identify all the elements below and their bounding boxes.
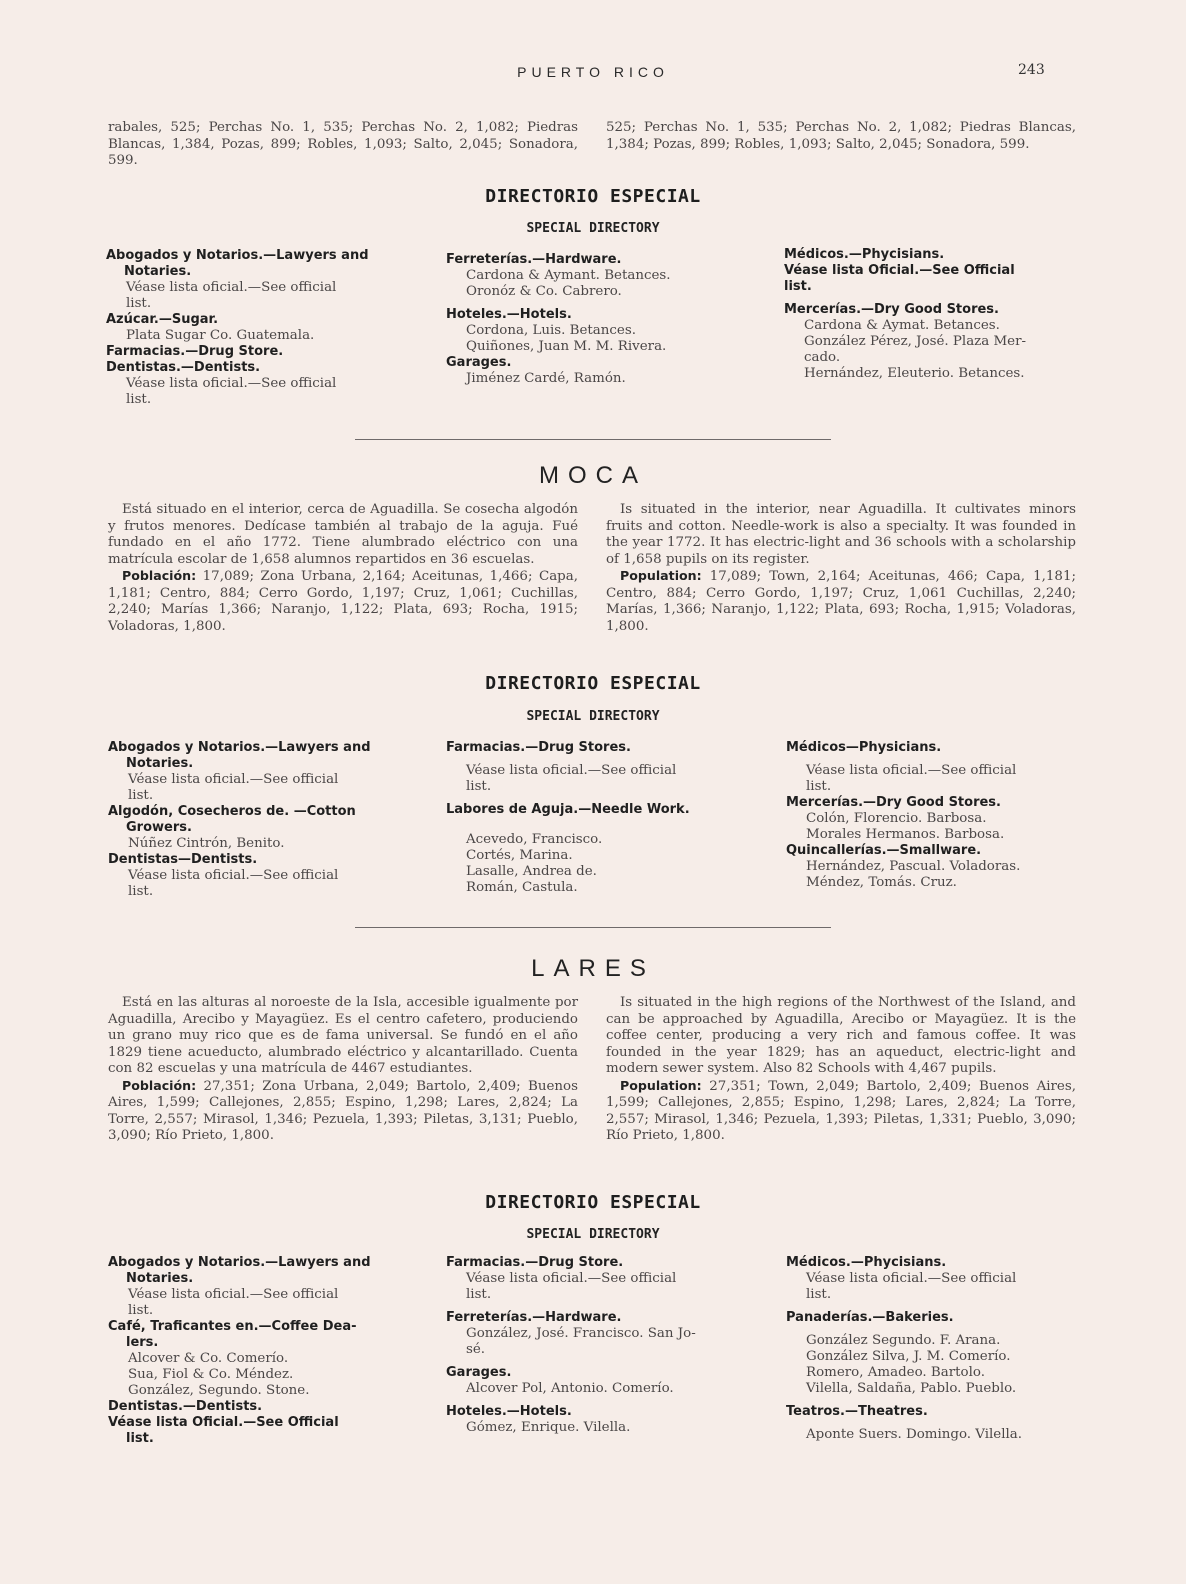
directory-entry: list.	[806, 1287, 832, 1302]
directory-entry: Acevedo, Francisco.	[466, 832, 603, 847]
spacer	[786, 1303, 1086, 1310]
directory-entry: list.	[128, 788, 154, 803]
directory-category: Abogados y Notarios.—Lawyers and	[106, 248, 369, 263]
directory-entry: Véase lista oficial.—See official	[806, 1271, 1017, 1286]
spacer	[446, 825, 746, 832]
directory-title: DIRECTORIO ESPECIAL	[485, 186, 701, 207]
lares-directory-subtitle: SPECIAL DIRECTORY	[526, 1227, 660, 1242]
population-label: Población:	[122, 568, 197, 583]
directory-category: Médicos—Physicians.	[786, 740, 942, 755]
moca-directory-column-2	[446, 740, 746, 896]
spacer	[446, 795, 746, 802]
directory-category: Notaries.	[126, 756, 194, 771]
directory-entry: González, Segundo. Stone.	[128, 1383, 310, 1398]
section-divider	[355, 439, 831, 440]
directory-entry: Quiñones, Juan M. M. Rivera.	[466, 339, 667, 354]
directory-subtitle: SPECIAL DIRECTORY	[526, 221, 660, 236]
directory-category: Véase lista Oficial.—See Official	[108, 1415, 339, 1430]
directory-category: Quincallerías.—Smallware.	[786, 843, 982, 858]
spacer	[784, 295, 1084, 302]
spacer	[446, 756, 746, 763]
directory-entry: cado.	[804, 350, 841, 365]
directory-entry: Véase lista oficial.—See official	[128, 772, 339, 787]
moca-directory-title: DIRECTORIO ESPECIAL	[485, 673, 701, 694]
directory-category: Farmacias.—Drug Store.	[446, 1255, 624, 1270]
directory-category: Panaderías.—Bakeries.	[786, 1310, 954, 1325]
directory-entry: González Silva, J. M. Comerío.	[806, 1349, 1011, 1364]
directory-entry: Cardona & Aymant. Betances.	[466, 268, 671, 283]
lares-directory-column-3	[786, 1255, 1086, 1443]
continued-paragraph-es: rabales, 525; Perchas No. 1, 535; Perchas No. 2, 1,082; Piedras Blancas, 1,384, Pozas, 899; Robles, 1,093; Salto, 2,045; Sonadora, 599.	[108, 120, 578, 168]
directory-entry: Cardona & Aymat. Betances.	[804, 318, 1000, 333]
lares-paragraph-en: Is situated in the high regions of the Northwest of the Island, and can be approached by Aguadilla, Arecibo or Mayagüez. It is the coffee center, producing a very rich and famous coffee. It was founded in the year 1829; has an aqueduct, electric-light and modern sewer system. Also 82 Schools with 4,467 pupils. Population: 27,351; Town, 2,049; Bartolo, 2,409; Buenos Aires, 1,599; Callejones, 2,855; Espino, 1,298; Lares, 2,824; La Torre, 2,557; Mirasol, 1,346; Pezuela, 1,393; Piletas, 1,331; Pueblo, 3,090; Río Prieto, 1,800.	[606, 995, 1076, 1143]
directory-entry: Méndez, Tomás. Cruz.	[806, 875, 957, 890]
spacer	[446, 1303, 746, 1310]
directory-entry: Aponte Suers. Domingo. Vilella.	[806, 1427, 1023, 1442]
directory-category: Teatros.—Theatres.	[786, 1404, 928, 1419]
directory-entry: Cordona, Luis. Betances.	[466, 323, 636, 338]
directory-category: Véase lista Oficial.—See Official	[784, 263, 1015, 278]
directory-entry: Hernández, Eleuterio. Betances.	[804, 366, 1025, 381]
directory-entry: Cortés, Marina.	[466, 848, 573, 863]
spacer	[786, 756, 1086, 763]
directory-category: Ferreterías.—Hardware.	[446, 252, 622, 267]
directory-entry: Plata Sugar Co. Guatemala.	[126, 328, 315, 343]
directory-category: list.	[126, 1431, 154, 1446]
directory-entry: Véase lista oficial.—See official	[126, 376, 337, 391]
lares-directory-column-1	[108, 1255, 408, 1447]
directory-category: Azúcar.—Sugar.	[106, 312, 219, 327]
directory-entry: Román, Castula.	[466, 880, 578, 895]
directory-category: Farmacias.—Drug Store.	[106, 344, 284, 359]
directory-category: Garages.	[446, 1365, 512, 1380]
town-heading-moca: MOCA	[539, 462, 647, 489]
directory-category: Hoteles.—Hotels.	[446, 1404, 572, 1419]
directory-entry: Oronóz & Co. Cabrero.	[466, 284, 622, 299]
spacer	[446, 818, 746, 825]
population-label: Población:	[122, 1077, 197, 1093]
directory-entry: Hernández, Pascual. Voladoras.	[806, 859, 1021, 874]
population-label: Population:	[620, 1077, 702, 1093]
directory-entry: list.	[466, 1287, 492, 1302]
directory-category: Mercerías.—Dry Good Stores.	[786, 795, 1001, 810]
directory-entry: Gómez, Enrique. Vilella.	[466, 1420, 631, 1435]
directory-entry: list.	[128, 884, 154, 899]
directory-entry: Colón, Florencio. Barbosa.	[806, 811, 987, 826]
directory-entry: Alcover & Co. Comerío.	[128, 1351, 289, 1366]
moca-directory-subtitle: SPECIAL DIRECTORY	[526, 709, 660, 724]
directory-category: Dentistas—Dentists.	[108, 852, 258, 867]
moca-paragraph-es: Está situado en el interior, cerca de Aguadilla. Se cosecha algodón y frutos menores. Dedícase también al trabajo de la aguja. Fué fundado en el año 1772. Tiene alumbrado eléctrico con una matrícula escolar de 1,658 alumnos repartidos en 36 escuelas. Población: 17,089; Zona Urbana, 2,164; Aceitunas, 1,466; Capa, 1,181; Centro, 884; Cerro Gordo, 1,197; Cruz, 1,061; Cuchillas, 2,240; Marías 1,366; Naranjo, 1,122; Plata, 693; Rocha, 1915; Voladoras, 1,800.	[108, 502, 578, 634]
directory-entry: list.	[126, 392, 152, 407]
moca-directory-column-1	[108, 740, 408, 900]
directory-category: Médicos.—Phycisians.	[786, 1255, 947, 1270]
directory-category: list.	[784, 279, 812, 294]
directory-category: Growers.	[126, 820, 192, 835]
directory-entry: list.	[806, 779, 832, 794]
directory-entry: Romero, Amadeo. Bartolo.	[806, 1365, 985, 1380]
directory-category: Café, Traficantes en.—Coffee Dea-	[108, 1319, 357, 1334]
directory-category: Mercerías.—Dry Good Stores.	[784, 302, 999, 317]
continued-paragraph-en: 525; Perchas No. 1, 535; Perchas No. 2, 1,082; Piedras Blancas, 1,384; Pozas, 899; Robles, 1,093; Salto, 2,045; Sonadora, 599.	[606, 120, 1076, 152]
spacer	[786, 1397, 1086, 1404]
directory-entry: Morales Hermanos. Barbosa.	[806, 827, 1005, 842]
moca-paragraph-en: Is situated in the interior, near Aguadilla. It cultivates minors fruits and cotton. Needle-work is also a specialty. It was founded in the year 1772. It has electric-light and 36 schools with a scholarship of 1,658 pupils on its register. Population: 17,089; Town, 2,164; Aceitunas, 466; Capa, 1,181; Centro, 884; Cerro Gordo, 1,197; Cruz, 1,061 Cuchillas, 2,240; Marías, 1,366; Naranjo, 1,122; Plata, 693; Rocha, 1,915; Voladoras, 1,800.	[606, 502, 1076, 634]
spacer	[786, 1326, 1086, 1333]
directory-category: Abogados y Notarios.—Lawyers and	[108, 740, 371, 755]
directory-category: Abogados y Notarios.—Lawyers and	[108, 1255, 371, 1270]
directory-entry: Véase lista oficial.—See official	[466, 763, 677, 778]
lares-directory-title: DIRECTORIO ESPECIAL	[485, 1192, 701, 1213]
running-title: PUERTO RICO	[517, 64, 669, 80]
directory-entry: Sua, Fiol & Co. Méndez.	[128, 1367, 294, 1382]
directory-category: lers.	[126, 1335, 159, 1350]
directory-column-1	[106, 248, 406, 408]
directory-entry: Véase lista oficial.—See official	[806, 763, 1017, 778]
directory-entry: Véase lista oficial.—See official	[128, 1287, 339, 1302]
section-divider	[355, 927, 831, 928]
directory-entry: González, José. Francisco. San Jo-	[466, 1326, 696, 1341]
directory-entry: Véase lista oficial.—See official	[466, 1271, 677, 1286]
directory-entry: Véase lista oficial.—See official	[128, 868, 339, 883]
population-label: Population:	[620, 568, 702, 583]
directory-category: Médicos.—Phycisians.	[784, 247, 945, 262]
directory-entry: Núñez Cintrón, Benito.	[128, 836, 285, 851]
directory-category: Hoteles.—Hotels.	[446, 307, 572, 322]
directory-category: Notaries.	[124, 264, 192, 279]
directory-category: Labores de Aguja.—Needle Work.	[446, 802, 690, 817]
directory-entry: list.	[126, 296, 152, 311]
directory-column-2	[446, 252, 746, 387]
directory-category: Garages.	[446, 355, 512, 370]
directory-category: Dentistas.—Dentists.	[106, 360, 261, 375]
directory-category: Algodón, Cosecheros de. —Cotton	[108, 804, 356, 819]
spacer	[446, 1397, 746, 1404]
directory-entry: Jiménez Cardé, Ramón.	[466, 371, 626, 386]
directory-entry: Vilella, Saldaña, Pablo. Pueblo.	[806, 1381, 1017, 1396]
directory-entry: list.	[466, 779, 492, 794]
directory-entry: Lasalle, Andrea de.	[466, 864, 597, 879]
directory-entry: Véase lista oficial.—See official	[126, 280, 337, 295]
directory-entry: list.	[128, 1303, 154, 1318]
directory-category: Notaries.	[126, 1271, 194, 1286]
directory-column-3	[784, 247, 1084, 382]
spacer	[446, 1358, 746, 1365]
directory-entry: Alcover Pol, Antonio. Comerío.	[466, 1381, 674, 1396]
town-heading-lares: LARES	[531, 955, 655, 982]
directory-entry: sé.	[466, 1342, 486, 1357]
lares-directory-column-2	[446, 1255, 746, 1436]
spacer	[786, 1420, 1086, 1427]
spacer	[446, 300, 746, 307]
lares-paragraph-es: Está en las alturas al noroeste de la Isla, accesible igualmente por Aguadilla, Arecibo y Mayagüez. Es el centro cafetero, produciendo un grano muy rico que es de fama universal. Se fundó en el año 1829 tiene acueducto, alumbrado eléctrico y alcantarillado. Cuenta con 82 escuelas y una matrícula de 4467 estudiantes. Población: 27,351; Zona Urbana, 2,049; Bartolo, 2,409; Buenos Aires, 1,599; Callejones, 2,855; Espino, 1,298; Lares, 2,824; La Torre, 2,557; Mirasol, 1,346; Pezuela, 1,393; Piletas, 3,131; Pueblo, 3,090; Río Prieto, 1,800.	[108, 995, 578, 1143]
directory-category: Dentistas.—Dentists.	[108, 1399, 263, 1414]
directory-entry: González Segundo. F. Arana.	[806, 1333, 1001, 1348]
directory-entry: González Pérez, José. Plaza Mer-	[804, 334, 1027, 349]
directory-category: Ferreterías.—Hardware.	[446, 1310, 622, 1325]
page-number: 243	[1018, 62, 1045, 78]
directory-category: Farmacias.—Drug Stores.	[446, 740, 631, 755]
moca-directory-column-3	[786, 740, 1086, 891]
